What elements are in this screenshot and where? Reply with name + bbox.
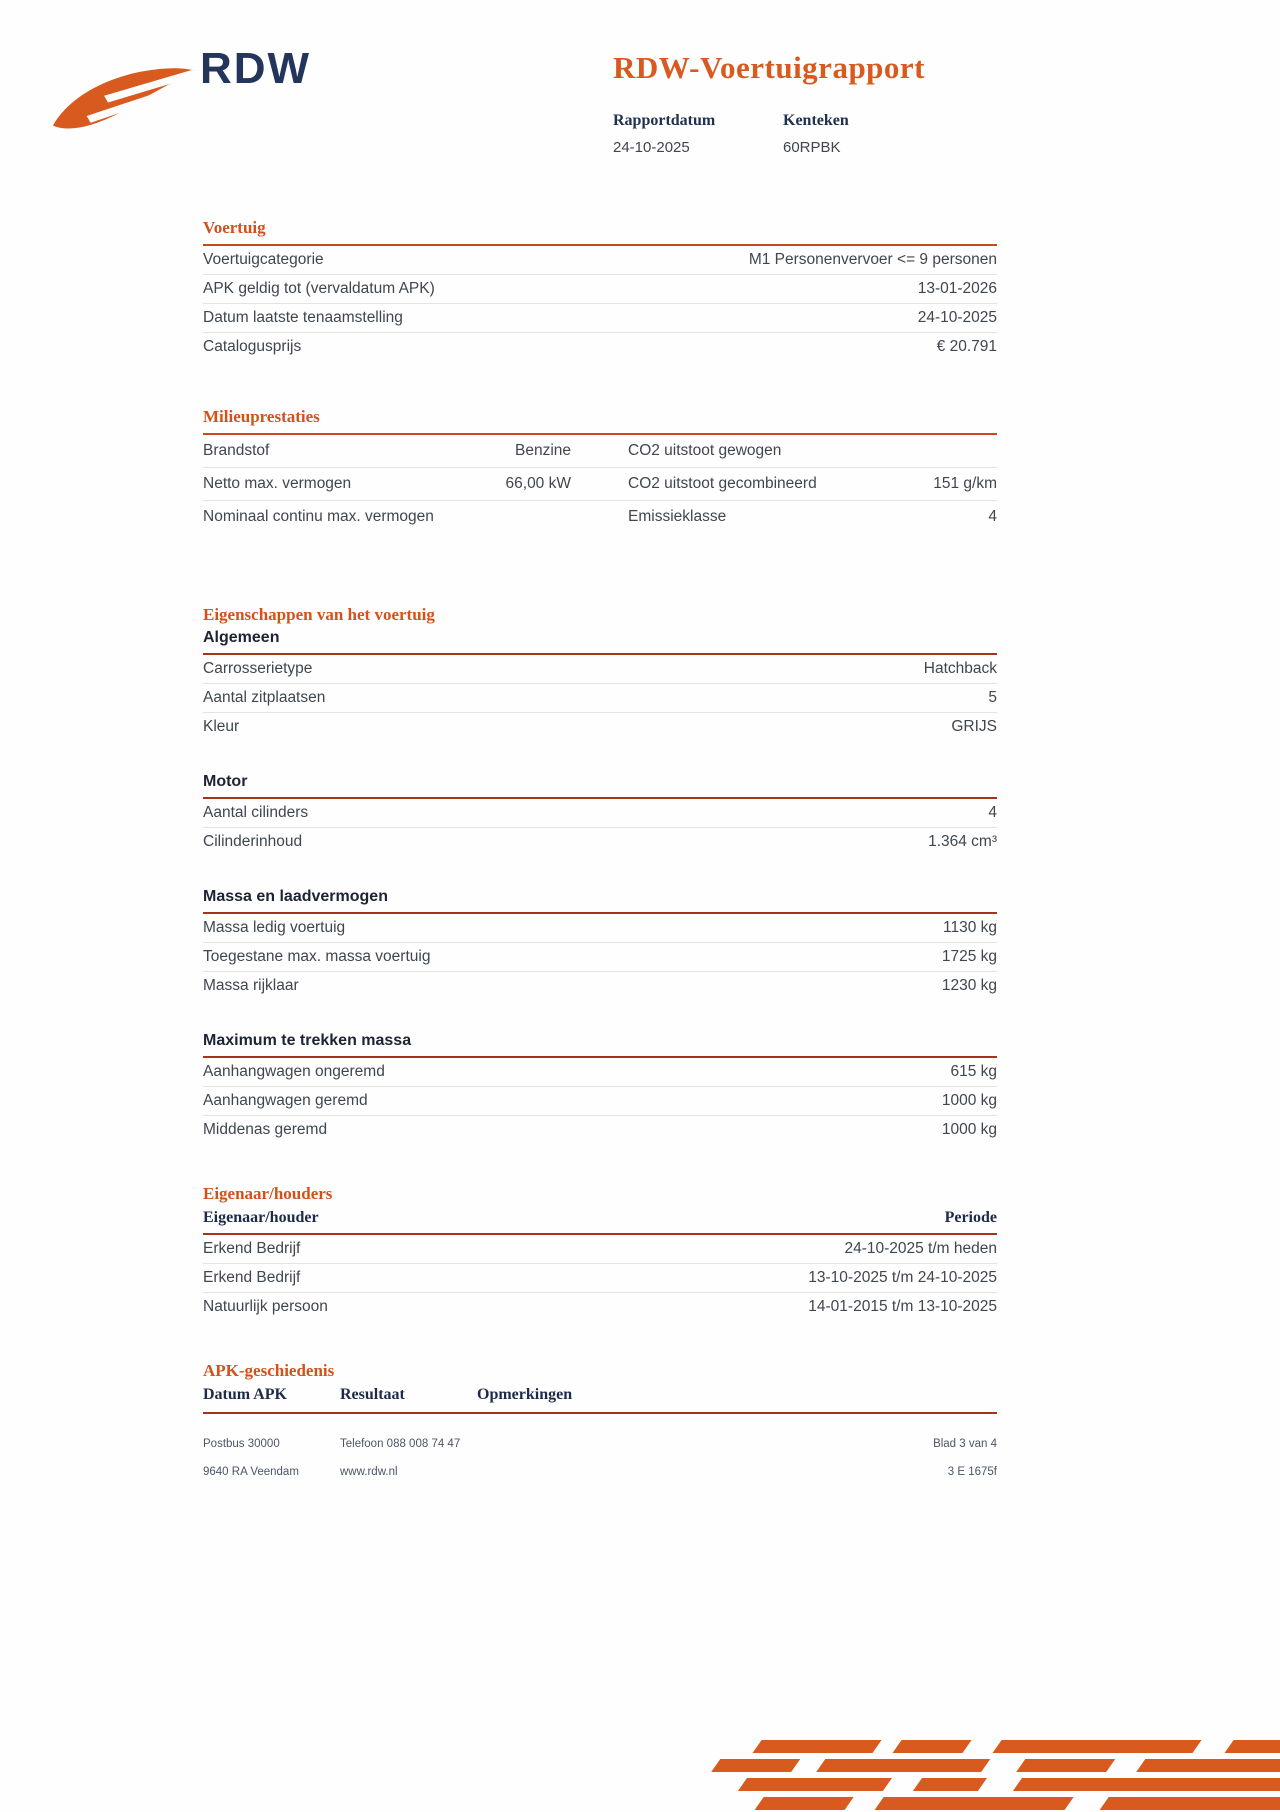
field-value [483,508,571,526]
field-value: 4 [988,508,997,525]
column-header-resultaat: Resultaat [340,1386,405,1403]
table-row [203,1264,997,1293]
field-value: 1000 kg [941,1092,997,1109]
subsection-title-motor: Motor [203,773,997,799]
field-label: Catalogusprijs [203,338,302,355]
column-header-period: Periode [944,1209,997,1226]
motor-rows [203,799,997,856]
section-title-eigenaren: Eigenaar/houders [203,1184,333,1203]
field-label: Emissieklasse [628,508,727,525]
table-row [203,468,997,501]
table-row [203,828,997,856]
section-title-milieuprestaties: Milieuprestaties [203,407,997,435]
field-value: 24-10-2025 [917,309,997,326]
section-eigenschappen [203,605,997,1144]
field-value: 66,00 kW [505,475,571,492]
report-content [203,218,997,1414]
owner-period: 14-01-2015 t/m 13-10-2025 [808,1298,997,1315]
field-value: € 20.791 [936,338,997,355]
field-label: Datum laatste tenaamstelling [203,309,403,326]
field-label: Voertuigcategorie [203,251,324,268]
table-row [203,943,997,972]
field-value: Hatchback [923,660,997,677]
subsection-trekken [203,1032,997,1144]
table-row [203,1293,997,1321]
field-label: Toegestane max. massa voertuig [203,948,431,965]
field-label: CO2 uitstoot gecombineerd [628,475,817,492]
table-row [203,333,997,361]
field-label: Nominaal continu max. vermogen [203,508,434,525]
table-row [203,275,997,304]
column-header-opmerkingen: Opmerkingen [477,1386,573,1403]
table-row [203,246,997,275]
rdw-logo-text: RDW [200,44,312,93]
field-label: Cilinderinhoud [203,833,303,850]
table-row [203,1235,997,1264]
kenteken-block [783,112,953,156]
field-value: 1130 kg [942,919,997,936]
massa-rows [203,914,997,1000]
field-value: 151 g/km [933,475,997,492]
table-row [203,1116,997,1144]
page-title: RDW-Voertuigrapport [613,50,926,85]
field-value [867,442,997,460]
field-label: CO2 uitstoot gewogen [628,442,782,459]
rdw-logo [50,60,195,144]
footer-phone: Telefoon 088 008 74 47 [340,1438,461,1450]
table-row [203,655,997,684]
table-row [203,799,997,828]
field-value: 13-01-2026 [917,280,997,297]
field-value: Benzine [514,442,571,459]
footer-line-1 [203,1438,997,1450]
field-label: Aanhangwagen geremd [203,1092,368,1109]
field-label: Aantal cilinders [203,804,309,821]
field-label: Aanhangwagen ongeremd [203,1063,385,1080]
section-milieuprestaties [203,407,997,533]
field-value: GRIJS [951,718,997,735]
field-value: 1725 kg [941,948,997,965]
section-title-eigenschappen: Eigenschappen van het voertuig [203,605,435,624]
report-header [613,50,1083,156]
owner-period: 24-10-2025 t/m heden [844,1240,997,1257]
footer-line-2 [203,1466,997,1478]
owner-type: Erkend Bedrijf [203,1269,301,1286]
subsection-title-massa: Massa en laadvermogen [203,888,997,914]
subsection-title-trekken: Maximum te trekken massa [203,1032,997,1058]
subsection-massa [203,888,997,1000]
owners-rows [203,1235,997,1321]
field-label: Massa ledig voertuig [203,919,346,936]
field-label: Aantal zitplaatsen [203,689,326,706]
rdw-wing-stripes-icon [655,1738,1280,1812]
report-meta [613,112,1083,156]
footer-doc-code: 3 E 1675f [947,1466,997,1478]
field-label: Netto max. vermogen [203,475,352,492]
voertuig-rows [203,246,997,361]
owners-table-header [203,1206,997,1235]
owner-type: Natuurlijk persoon [203,1298,328,1315]
column-header-datum-apk: Datum APK [203,1386,287,1403]
report-date-label: Rapportdatum [613,112,716,129]
field-label: Massa rijklaar [203,977,299,994]
field-label: Kleur [203,718,240,735]
section-apk-geschiedenis [203,1361,997,1414]
subsection-title-algemeen: Algemeen [203,629,997,655]
footer-page-indicator: Blad 3 van 4 [933,1438,997,1450]
section-title-voertuig: Voertuig [203,218,997,246]
report-date-block [613,112,783,156]
table-row [203,1058,997,1087]
subsection-algemeen [203,629,997,741]
table-row [203,1087,997,1116]
kenteken-label: Kenteken [783,112,849,129]
field-value: 615 kg [950,1063,997,1080]
kenteken-value: 60RPBK [783,139,841,156]
table-row [203,684,997,713]
table-row [203,713,997,741]
footer-postbus: Postbus 30000 [203,1438,280,1450]
footer-city: 9640 RA Veendam [203,1466,299,1478]
milieu-rows [203,435,997,533]
algemeen-rows [203,655,997,741]
field-label: APK geldig tot (vervaldatum APK) [203,280,435,297]
table-row [203,435,997,468]
report-date-value: 24-10-2025 [613,139,690,156]
table-row [203,501,997,533]
section-voertuig [203,218,997,361]
field-value: 1000 kg [941,1121,997,1138]
field-value: 4 [988,804,997,821]
owner-period: 13-10-2025 t/m 24-10-2025 [808,1269,997,1286]
table-row [203,972,997,1000]
trekken-rows [203,1058,997,1144]
bottom-decoration [655,1738,1280,1812]
table-row [203,304,997,333]
page-footer [203,1438,997,1494]
footer-website: www.rdw.nl [340,1466,398,1478]
subsection-motor [203,773,997,856]
table-row [203,914,997,943]
field-label: Brandstof [203,442,270,459]
section-title-apk: APK-geschiedenis [203,1361,335,1380]
field-value: M1 Personenvervoer <= 9 personen [748,251,997,268]
section-eigenaren [203,1184,997,1321]
field-value: 1.364 cm³ [928,833,997,850]
apk-table-header [203,1383,997,1414]
column-header-owner: Eigenaar/houder [203,1209,319,1226]
field-label: Middenas geremd [203,1121,328,1138]
field-label: Carrosserietype [203,660,313,677]
field-value: 5 [988,689,997,706]
rdw-wing-icon [50,60,195,144]
owner-type: Erkend Bedrijf [203,1240,301,1257]
field-value: 1230 kg [941,977,997,994]
